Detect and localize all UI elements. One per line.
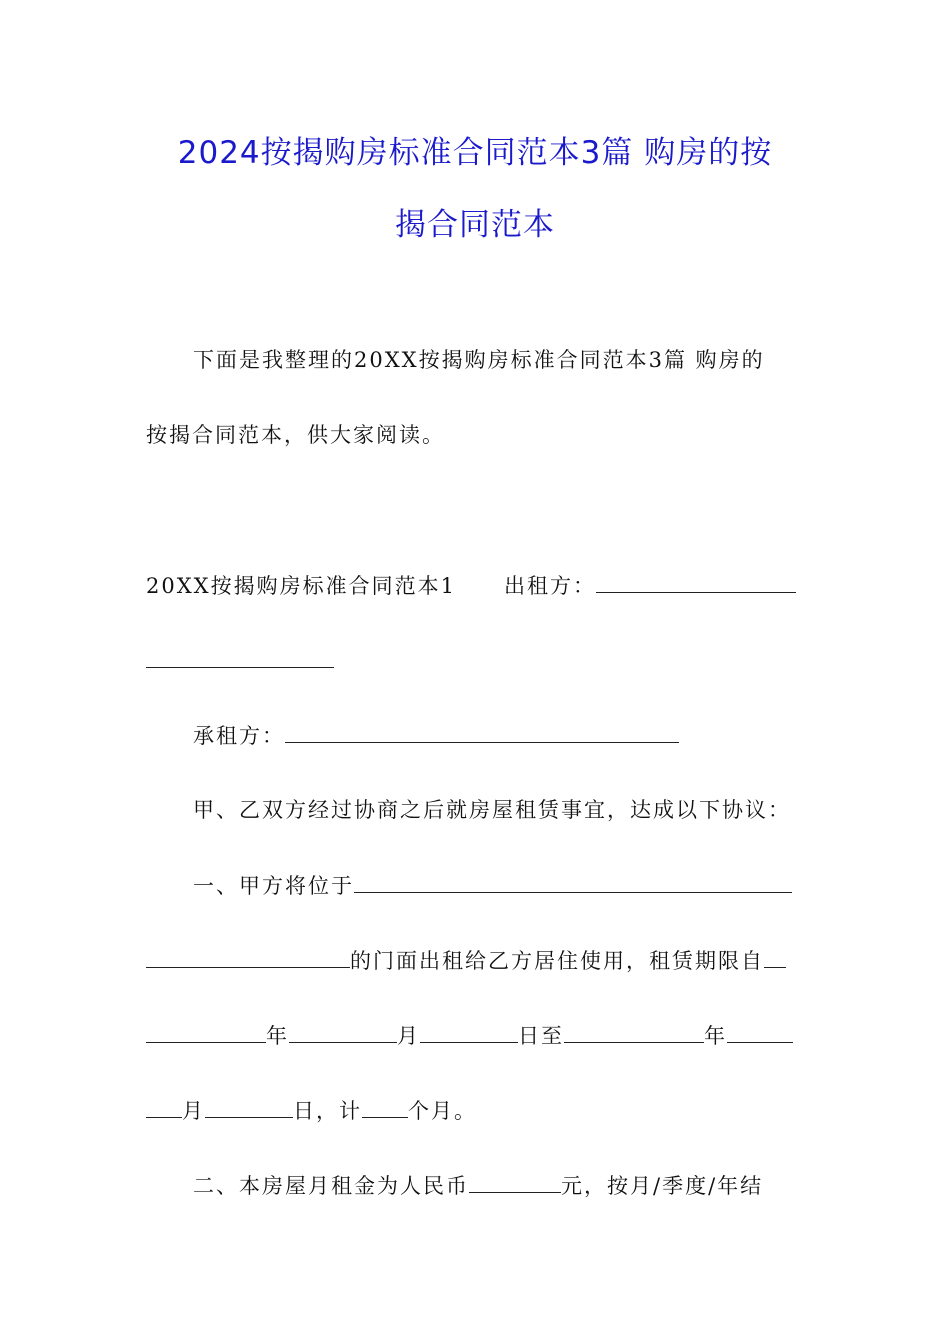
- clause2-prefix: 二、本房屋月租金为人民币: [193, 1174, 469, 1198]
- lessor-blank: [596, 570, 796, 593]
- agreement-line: 甲、乙双方经过协商之后就房屋租赁事宜，达成以下协议：: [193, 798, 791, 822]
- section1-heading: 20XX按揭购房标准合同范本1: [146, 574, 456, 598]
- lessee-blank: [285, 720, 679, 743]
- end-year-blank: [564, 1020, 704, 1043]
- lessor-blank-continued: [146, 645, 334, 676]
- clause1-line-1: [193, 870, 792, 901]
- clause1-line-2: [146, 945, 786, 976]
- intro-line-1: 下面是我整理的20XX按揭购房标准合同范本3篇 购房的: [193, 348, 765, 372]
- clause1-mid: 的门面出租给乙方居住使用，租赁期限自: [350, 949, 764, 973]
- clause1-line-3: 年 月 日至 年: [146, 1020, 793, 1051]
- lessor-label: 出租方：: [503, 574, 596, 598]
- clause2-line-1: [193, 1170, 763, 1201]
- clause1-line-4: 月 日，计 个月。: [146, 1095, 477, 1126]
- end-day-blank: [205, 1095, 293, 1118]
- rent-blank: [469, 1170, 561, 1193]
- clause2-suffix: 元，按月/季度/年结: [561, 1174, 764, 1198]
- section1-heading-line: [146, 570, 796, 601]
- start-year-blank: [146, 1020, 266, 1043]
- lessee-line: [193, 720, 679, 751]
- document-title-line-1: 2024按揭购房标准合同范本3篇 购房的按: [177, 135, 773, 171]
- intro-line-2: 按揭合同范本，供大家阅读。: [146, 423, 445, 447]
- clause1-prefix: 一、甲方将位于: [193, 874, 354, 898]
- months-blank: [362, 1095, 408, 1118]
- start-day-blank: [420, 1020, 518, 1043]
- lessee-label: 承租方：: [193, 724, 285, 748]
- address-blank: [354, 870, 792, 893]
- document-title-line-2: 揭合同范本: [395, 207, 555, 243]
- start-month-blank: [289, 1020, 397, 1043]
